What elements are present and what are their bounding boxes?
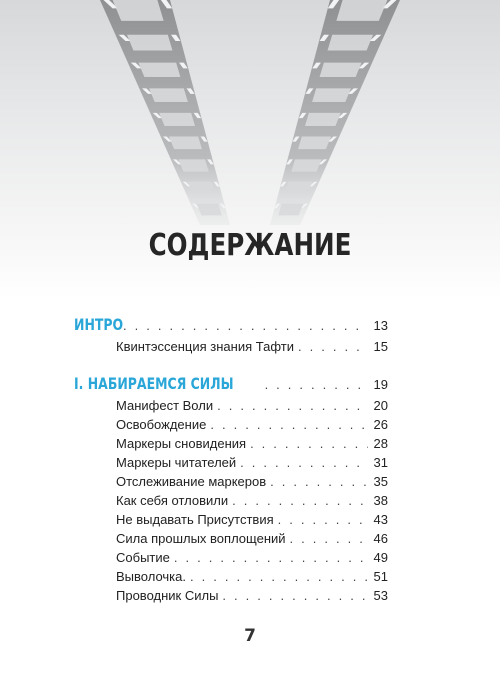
toc-leader-dots (265, 377, 368, 392)
toc-item[interactable] (116, 512, 388, 527)
toc-item-label: Выволочка. (116, 569, 186, 584)
film-frame (298, 137, 331, 150)
film-frame (291, 159, 321, 171)
page-number: 7 (244, 626, 256, 646)
toc-item[interactable] (116, 569, 388, 584)
film-frame (113, 0, 164, 21)
film-frame (127, 35, 173, 51)
toc-page-number: 53 (373, 588, 388, 603)
toc-leader-dots (278, 512, 368, 527)
toc-item-label: Квинтэссенция знания Тафти (116, 339, 294, 354)
toc-page-number: 26 (373, 417, 388, 432)
toc-item[interactable] (116, 398, 388, 413)
toc-page-number: 20 (373, 398, 388, 413)
toc-section-intro[interactable] (74, 315, 388, 334)
toc-leader-dots (250, 436, 368, 451)
film-frame (178, 159, 208, 171)
toc-leader-dots (123, 318, 368, 333)
film-frame (159, 113, 195, 126)
toc-item[interactable] (116, 550, 388, 565)
toc-item[interactable] (116, 436, 388, 451)
toc-leader-dots (270, 474, 368, 489)
film-strip-illustration (0, 0, 500, 240)
toc-leader-dots (298, 339, 368, 354)
toc-leader-dots (174, 550, 368, 565)
toc-item[interactable] (116, 531, 388, 546)
toc-item-label: Манифест Воли (116, 398, 214, 413)
toc-page-number: 35 (373, 474, 388, 489)
toc-page-number: 28 (373, 436, 388, 451)
toc-page-number: 13 (373, 318, 388, 333)
film-frame (320, 63, 362, 77)
toc-leader-dots (290, 531, 368, 546)
toc-page-number: 51 (373, 569, 388, 584)
toc-page-number: 31 (373, 455, 388, 470)
toc-page-number: 49 (373, 550, 388, 565)
toc-leader-dots (240, 455, 368, 470)
toc-item-label: Маркеры сновидения (116, 436, 247, 451)
toc-item[interactable] (116, 493, 388, 508)
toc-item[interactable] (116, 339, 388, 354)
toc-section-label: I. НАБИРАЕМСЯ СИЛЫ (74, 374, 234, 393)
film-frame (169, 137, 202, 150)
toc-item-label: Сила прошлых воплощений (116, 531, 286, 546)
film-frame (138, 63, 180, 77)
page-title: СОДЕРЖАНИЕ (148, 228, 352, 263)
toc-item-label: Освобождение (116, 417, 207, 432)
toc-item-label: Как себя отловили (116, 493, 229, 508)
toc-item[interactable] (116, 455, 388, 470)
toc-leader-dots (222, 588, 368, 603)
film-frame (149, 88, 188, 102)
toc-item[interactable] (116, 588, 388, 603)
toc-item-label: Отслеживание маркеров (116, 474, 267, 489)
toc-item-label: Событие (116, 550, 170, 565)
toc-leader-dots (232, 493, 368, 508)
toc-item-label: Маркеры читателей (116, 455, 237, 470)
toc-leader-dots (190, 569, 368, 584)
film-frame (312, 88, 351, 102)
toc-item[interactable] (116, 474, 388, 489)
toc-page-number: 43 (373, 512, 388, 527)
toc-page-number: 15 (373, 339, 388, 354)
toc-item[interactable] (116, 417, 388, 432)
toc-page-number: 38 (373, 493, 388, 508)
toc-leader-dots (217, 398, 368, 413)
toc-section-label: ИНТРО (74, 315, 124, 334)
film-frame (305, 113, 341, 126)
toc-section-1[interactable] (74, 374, 388, 393)
toc-leader-dots (210, 417, 368, 432)
toc-page-number: 46 (373, 531, 388, 546)
film-frame (336, 0, 387, 21)
film-frame (328, 35, 374, 51)
toc-page-number: 19 (373, 377, 388, 392)
toc-item-label: Проводник Силы (116, 588, 219, 603)
toc-item-label: Не выдавать Присутствия (116, 512, 274, 527)
